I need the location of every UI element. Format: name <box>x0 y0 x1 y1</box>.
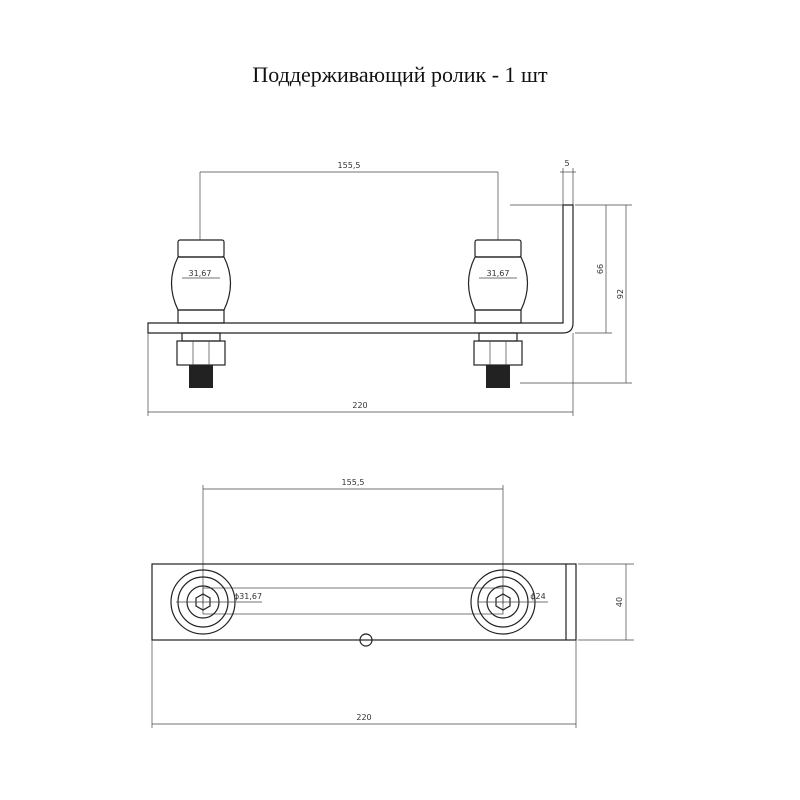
threaded-stud-right <box>486 365 510 388</box>
roller-right-diameter: 31,67 <box>486 269 510 278</box>
top-view <box>152 478 634 728</box>
dim-top-length-label: 220 <box>356 713 372 722</box>
outer-diameter-label: ϕ31,67 <box>233 592 263 601</box>
dim-length-label: 220 <box>352 401 368 410</box>
roller-left <box>172 240 231 388</box>
side-view <box>148 159 632 416</box>
threaded-stud-left <box>189 365 213 388</box>
dim-spacing-label: 155,5 <box>337 161 361 170</box>
dim-width-label: 40 <box>615 596 624 608</box>
dim-top-spacing-label: 155,5 <box>341 478 365 487</box>
dim-offset-label: 5 <box>564 159 570 168</box>
dim-92-label: 92 <box>616 288 625 300</box>
dim-66-label: 66 <box>596 263 605 275</box>
roller-right <box>469 240 528 388</box>
roller-right-top <box>471 570 548 634</box>
roller-left-diameter: 31,67 <box>188 269 212 278</box>
roller-left-top <box>171 570 262 634</box>
drawing-title: Поддерживающий ролик - 1 шт <box>252 62 548 87</box>
inner-diameter-label: ϕ24 <box>530 592 546 601</box>
